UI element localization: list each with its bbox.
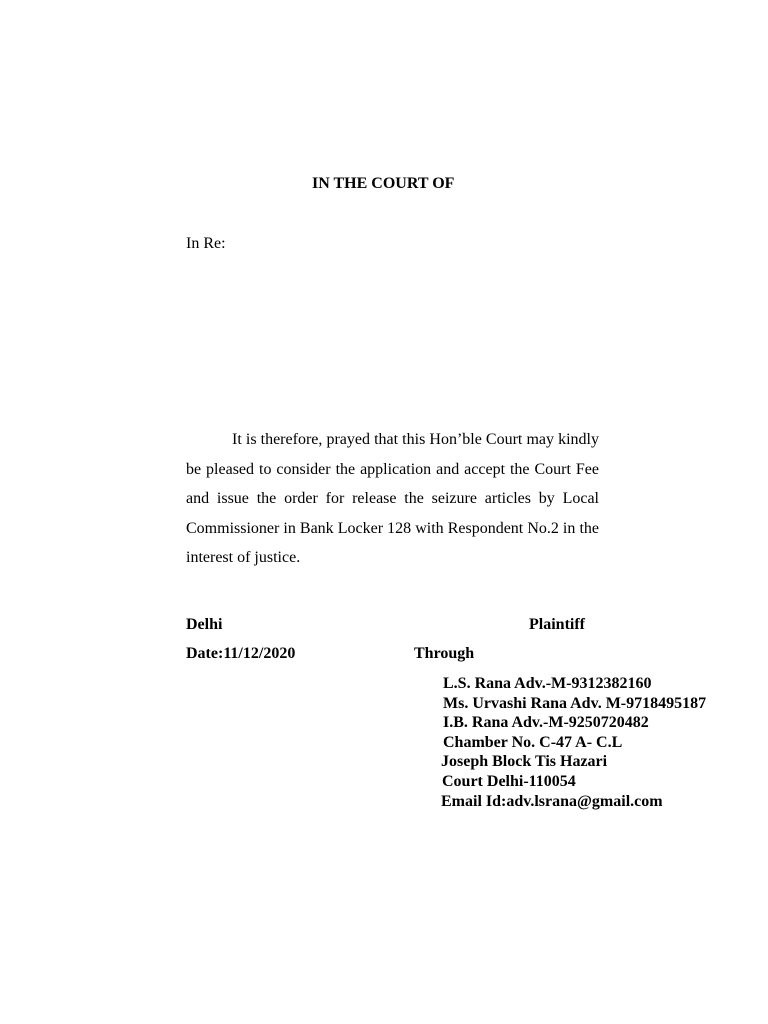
counsel-line-4: Chamber No. C-47 A- C.L — [443, 734, 623, 751]
counsel-email: Email Id:adv.lsrana@gmail.com — [441, 793, 663, 810]
counsel-line-6: Court Delhi-110054 — [442, 773, 576, 790]
through-label: Through — [414, 645, 475, 662]
court-heading: IN THE COURT OF — [312, 175, 455, 192]
date-label: Date:11/12/2020 — [186, 645, 296, 662]
counsel-line-2: Ms. Urvashi Rana Adv. M-9718495187 — [443, 695, 707, 712]
counsel-line-5: Joseph Block Tis Hazari — [441, 753, 608, 770]
in-re-label: In Re: — [186, 235, 226, 252]
place-label: Delhi — [186, 616, 223, 633]
party-label: Plaintiff — [529, 616, 585, 633]
counsel-line-3: I.B. Rana Adv.-M-9250720482 — [443, 714, 649, 731]
prayer-paragraph: It is therefore, prayed that this Hon’ble Court may kindly be pleased to consider the application and accept the Court Fee and issue the order for release the seizure articles by Local Commissioner in Bank Locker 128 with Respondent No.2 in the interest of justice. — [186, 431, 599, 566]
counsel-line-1: L.S. Rana Adv.-M-9312382160 — [443, 675, 652, 692]
